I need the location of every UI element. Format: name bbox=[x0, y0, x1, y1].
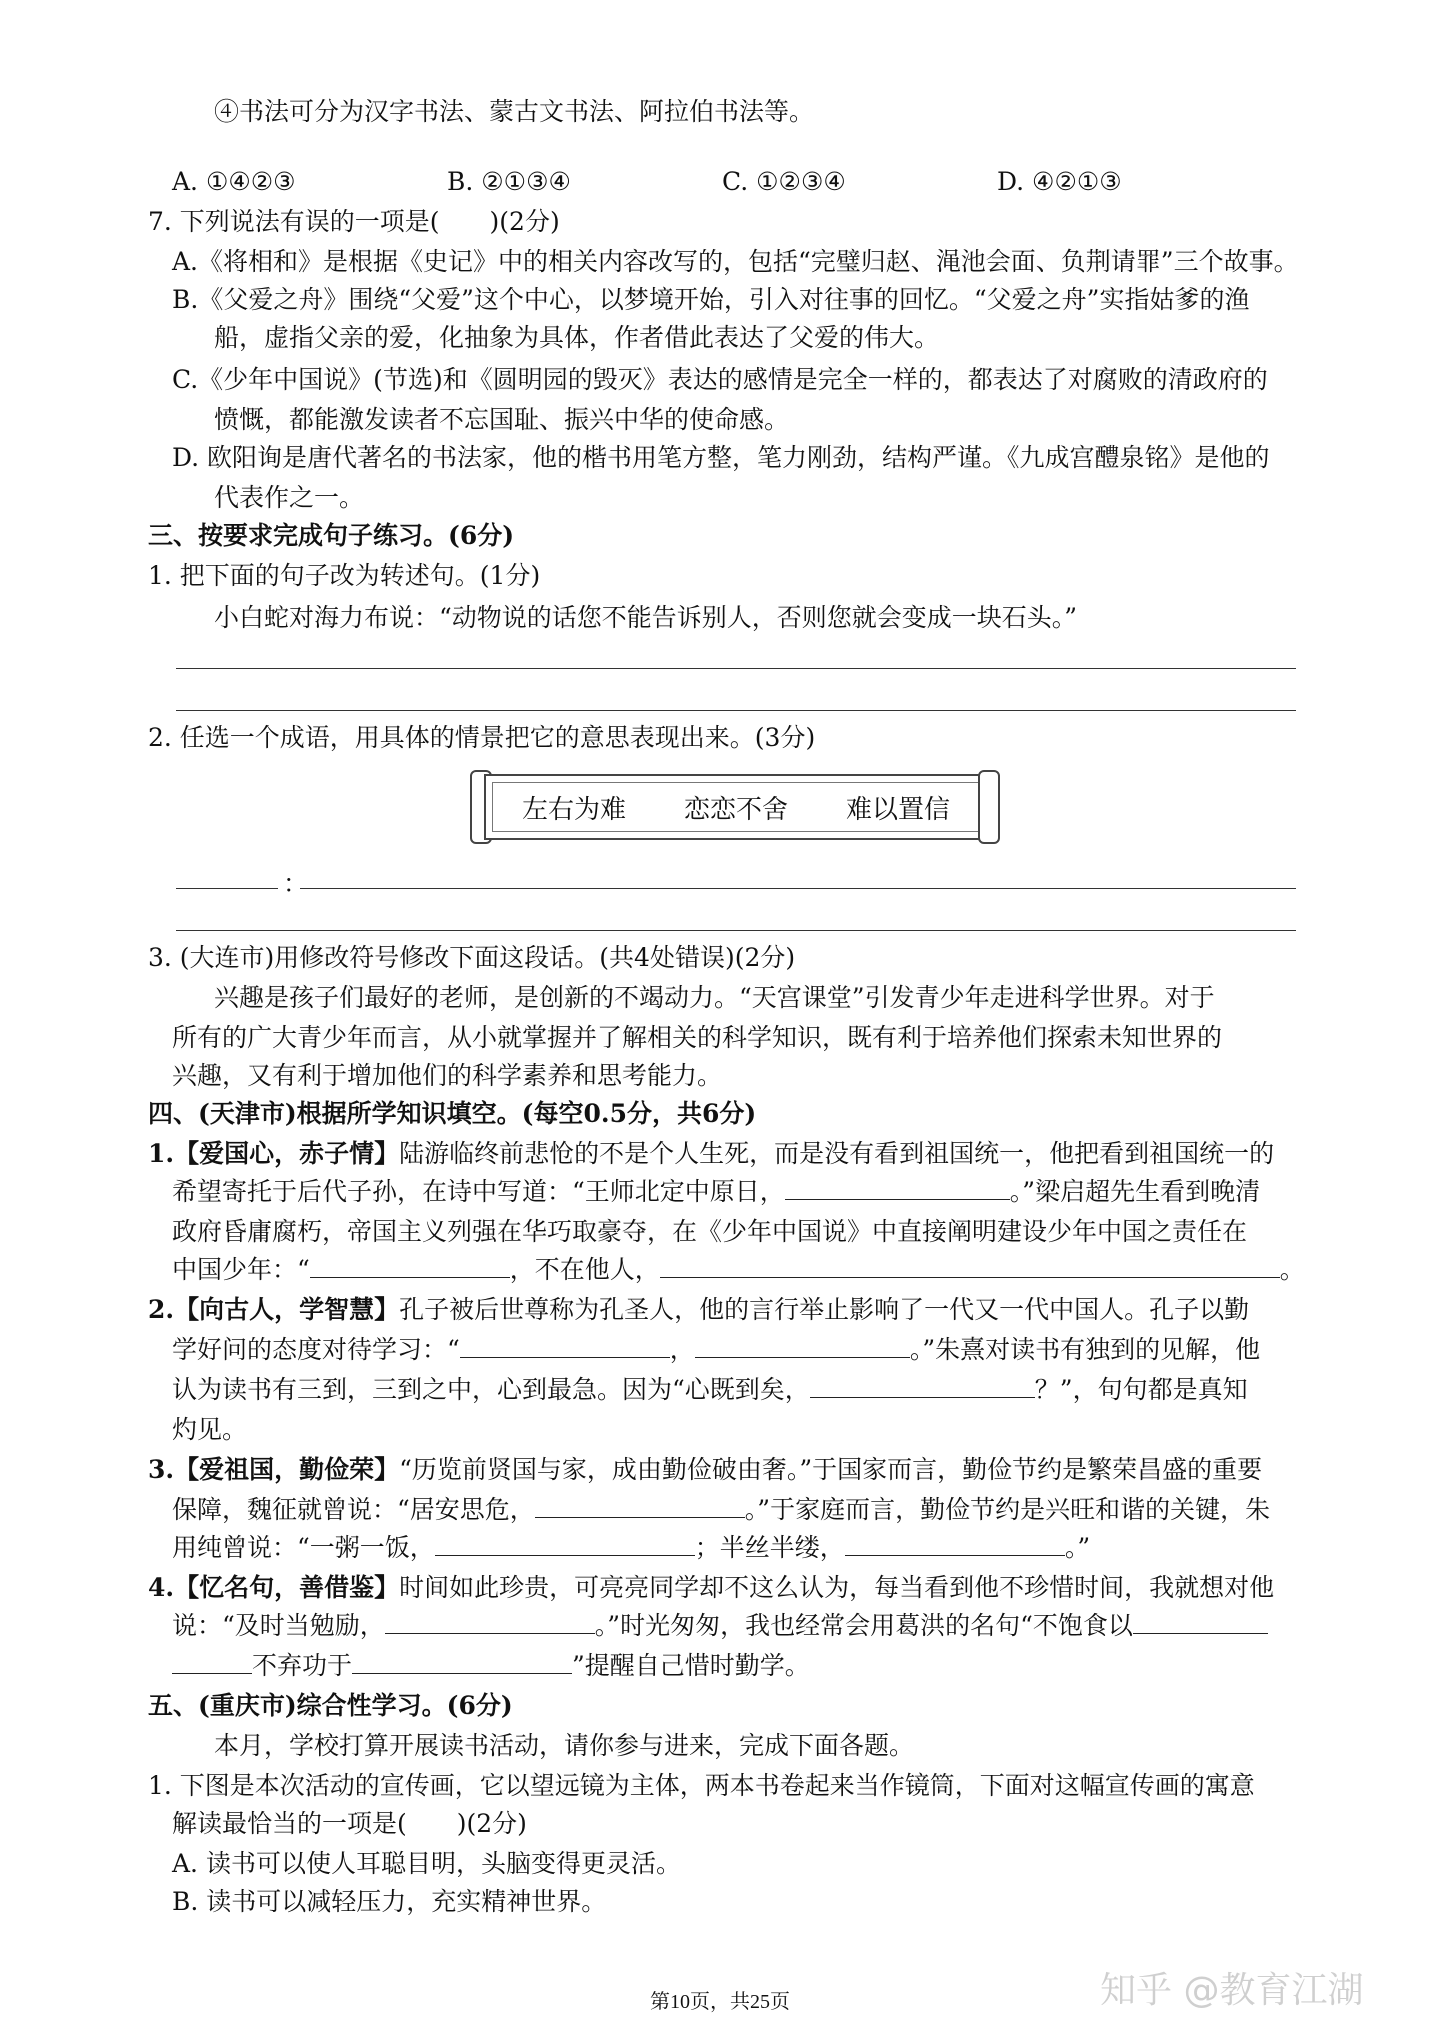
option-c: C. ①②③④ bbox=[722, 167, 846, 196]
page-footer: 第10页，共25页 bbox=[650, 1991, 790, 2013]
fill-blank[interactable] bbox=[695, 1331, 910, 1358]
answer-line bbox=[176, 668, 1296, 669]
sec4-q4-line3: 不弃功于 ”提醒自己惜时勤学。 bbox=[172, 1646, 1322, 1686]
fill-blank[interactable] bbox=[535, 1491, 745, 1518]
sec5-option-a: A. 读书可以使人耳聪目明，头脑变得更灵活。 bbox=[172, 1849, 681, 1878]
idiom-1: 左右为难 bbox=[521, 794, 626, 825]
sec3-q3-line1: 兴趣是孩子们最好的老师，是创新的不竭动力。“天宫课堂”引发青少年走进科学世界。对于 bbox=[214, 983, 1215, 1012]
item-4-text: ④书法可分为汉字书法、蒙古文书法、阿拉伯书法等。 bbox=[214, 97, 815, 126]
scroll-body bbox=[484, 774, 988, 840]
sec4-q2-line1: 2.【向古人，学智慧】孔子被后世尊称为孔圣人，他的言行举止影响了一代又一代中国人。孔子以勤 bbox=[148, 1295, 1250, 1324]
q7-option-c-line2: 愤慨，都能激发读者不忘国耻、振兴中华的使命感。 bbox=[214, 405, 790, 434]
q7-option-c-line1: C.《少年中国说》(节选)和《圆明园的毁灭》表达的感情是完全一样的，都表达了对腐败的清政府的 bbox=[172, 365, 1268, 394]
idiom-choice-line bbox=[176, 888, 278, 889]
answer-line bbox=[176, 930, 1296, 931]
fill-blank[interactable] bbox=[385, 1607, 595, 1634]
q7-option-d-line1: D. 欧阳询是唐代著名的书法家，他的楷书用笔方整，笔力刚劲，结构严谨。《九成宫醴泉铭》是他的 bbox=[172, 443, 1270, 472]
sec4-q4-line2: 说：“及时当勉励， 。”时光匆匆，我也经常会用葛洪的名句“不饱食以 bbox=[172, 1606, 1322, 1646]
idiom-2: 恋恋不舍 bbox=[683, 794, 788, 825]
scroll-curl-right bbox=[978, 770, 1000, 844]
sec4-q1-line3: 政府昏庸腐朽，帝国主义列强在华巧取豪夺，在《少年中国说》中直接阐明建设少年中国之责任在 bbox=[172, 1217, 1248, 1246]
fill-blank[interactable] bbox=[1133, 1607, 1268, 1634]
sec4-q2-line3: 认为读书有三到，三到之中，心到最急。因为“心既到矣， ？”，句句都是真知 bbox=[172, 1370, 1322, 1410]
sec5-q1-line1: 1. 下图是本次活动的宣传画，它以望远镜为主体，两本书卷起来当作镜筒，下面对这幅宣传画的寓意 bbox=[148, 1771, 1255, 1800]
options-row bbox=[172, 162, 1322, 202]
idiom-3: 难以置信 bbox=[845, 794, 950, 825]
idiom-scroll-box bbox=[470, 770, 1000, 842]
sec5-q1-line2: 解读最恰当的一项是( )(2分) bbox=[172, 1809, 527, 1838]
sec4-q3-line1: 3.【爱祖国，勤俭荣】“历览前贤国与家，成由勤俭破由奢。”于国家而言，勤俭节约是繁荣昌盛的重要 bbox=[148, 1455, 1263, 1484]
sec4-q3-line3: 用纯曾说：“一粥一饭， ；半丝半缕， 。” bbox=[172, 1528, 1322, 1568]
fill-blank[interactable] bbox=[435, 1529, 695, 1556]
sec3-q1-sentence: 小白蛇对海力布说：“动物说的话您不能告诉别人，否则您就会变成一块石头。” bbox=[214, 603, 1078, 632]
sec5-intro: 本月，学校打算开展读书活动，请你参与进来，完成下面各题。 bbox=[214, 1731, 915, 1760]
option-b: B. ②①③④ bbox=[447, 167, 571, 196]
fill-blank[interactable] bbox=[352, 1647, 572, 1674]
sec4-q1-line2: 希望寄托于后代子孙，在诗中写道：“王师北定中原日， 。”梁启超先生看到晚清 bbox=[172, 1172, 1322, 1212]
q7-stem: 7. 下列说法有误的一项是( )(2分) bbox=[148, 207, 560, 236]
watermark: 知乎 @教育江湖 bbox=[1100, 1970, 1364, 2011]
fill-blank[interactable] bbox=[810, 1371, 1035, 1398]
q7-option-b-line2: 船，虚指父亲的爱，化抽象为具体，作者借此表达了父爱的伟大。 bbox=[214, 323, 940, 352]
sec3-q2: 2. 任选一个成语，用具体的情景把它的意思表现出来。(3分) bbox=[148, 723, 816, 752]
q7-option-b-line1: B.《父爱之舟》围绕“父爱”这个中心，以梦境开始，引入对往事的回忆。“父爱之舟”实指姑爹的渔 bbox=[172, 285, 1250, 314]
fill-blank[interactable] bbox=[172, 1647, 252, 1674]
fill-blank[interactable] bbox=[845, 1529, 1065, 1556]
option-a: A. ①④②③ bbox=[172, 167, 296, 196]
section-5-title: 五、(重庆市)综合性学习。(6分) bbox=[148, 1691, 513, 1720]
sec4-q4-line1: 4.【忆名句，善借鉴】时间如此珍贵，可亮亮同学却不这么认为，每当看到他不珍惜时间，我就想对他 bbox=[148, 1573, 1275, 1602]
colon: ： bbox=[283, 869, 309, 898]
answer-line bbox=[176, 710, 1296, 711]
fill-blank[interactable] bbox=[785, 1173, 1010, 1200]
section-4-title: 四、(天津市)根据所学知识填空。(每空0.5分，共6分) bbox=[148, 1099, 757, 1128]
sec4-q2-line4: 灼见。 bbox=[172, 1415, 248, 1444]
fill-blank[interactable] bbox=[660, 1251, 1280, 1278]
sec5-option-b: B. 读书可以减轻压力，充实精神世界。 bbox=[172, 1887, 607, 1916]
fill-blank[interactable] bbox=[310, 1251, 510, 1278]
sec4-q2-line2: 学好问的态度对待学习：“ ， 。”朱熹对读书有独到的见解，他 bbox=[172, 1330, 1322, 1370]
option-d: D. ④②①③ bbox=[997, 167, 1122, 196]
answer-line bbox=[300, 888, 1296, 889]
sec3-q3: 3. (大连市)用修改符号修改下面这段话。(共4处错误)(2分) bbox=[148, 943, 796, 972]
sec4-q1-line4: 中国少年：“ ，不在他人， 。 bbox=[172, 1250, 1322, 1290]
sec3-q1: 1. 把下面的句子改为转述句。(1分) bbox=[148, 561, 541, 590]
section-3-title: 三、按要求完成句子练习。(6分) bbox=[148, 521, 515, 550]
sec4-q3-line2: 保障，魏征就曾说：“居安思危， 。”于家庭而言，勤俭节约是兴旺和谐的关键，朱 bbox=[172, 1490, 1322, 1530]
sec4-q1-line1: 1.【爱国心，赤子情】陆游临终前悲怆的不是个人生死，而是没有看到祖国统一，他把看到祖国统一的 bbox=[148, 1139, 1275, 1168]
sec3-q3-line3: 兴趣，又有利于增加他们的科学素养和思考能力。 bbox=[172, 1061, 723, 1090]
q7-option-d-line2: 代表作之一。 bbox=[214, 483, 365, 512]
fill-blank[interactable] bbox=[460, 1331, 670, 1358]
q7-option-a: A.《将相和》是根据《史记》中的相关内容改写的，包括“完璧归赵、渑池会面、负荆请罪”三个故事。 bbox=[172, 247, 1299, 276]
sec3-q3-line2: 所有的广大青少年而言，从小就掌握并了解相关的科学知识，既有利于培养他们探索未知世界的 bbox=[172, 1023, 1223, 1052]
